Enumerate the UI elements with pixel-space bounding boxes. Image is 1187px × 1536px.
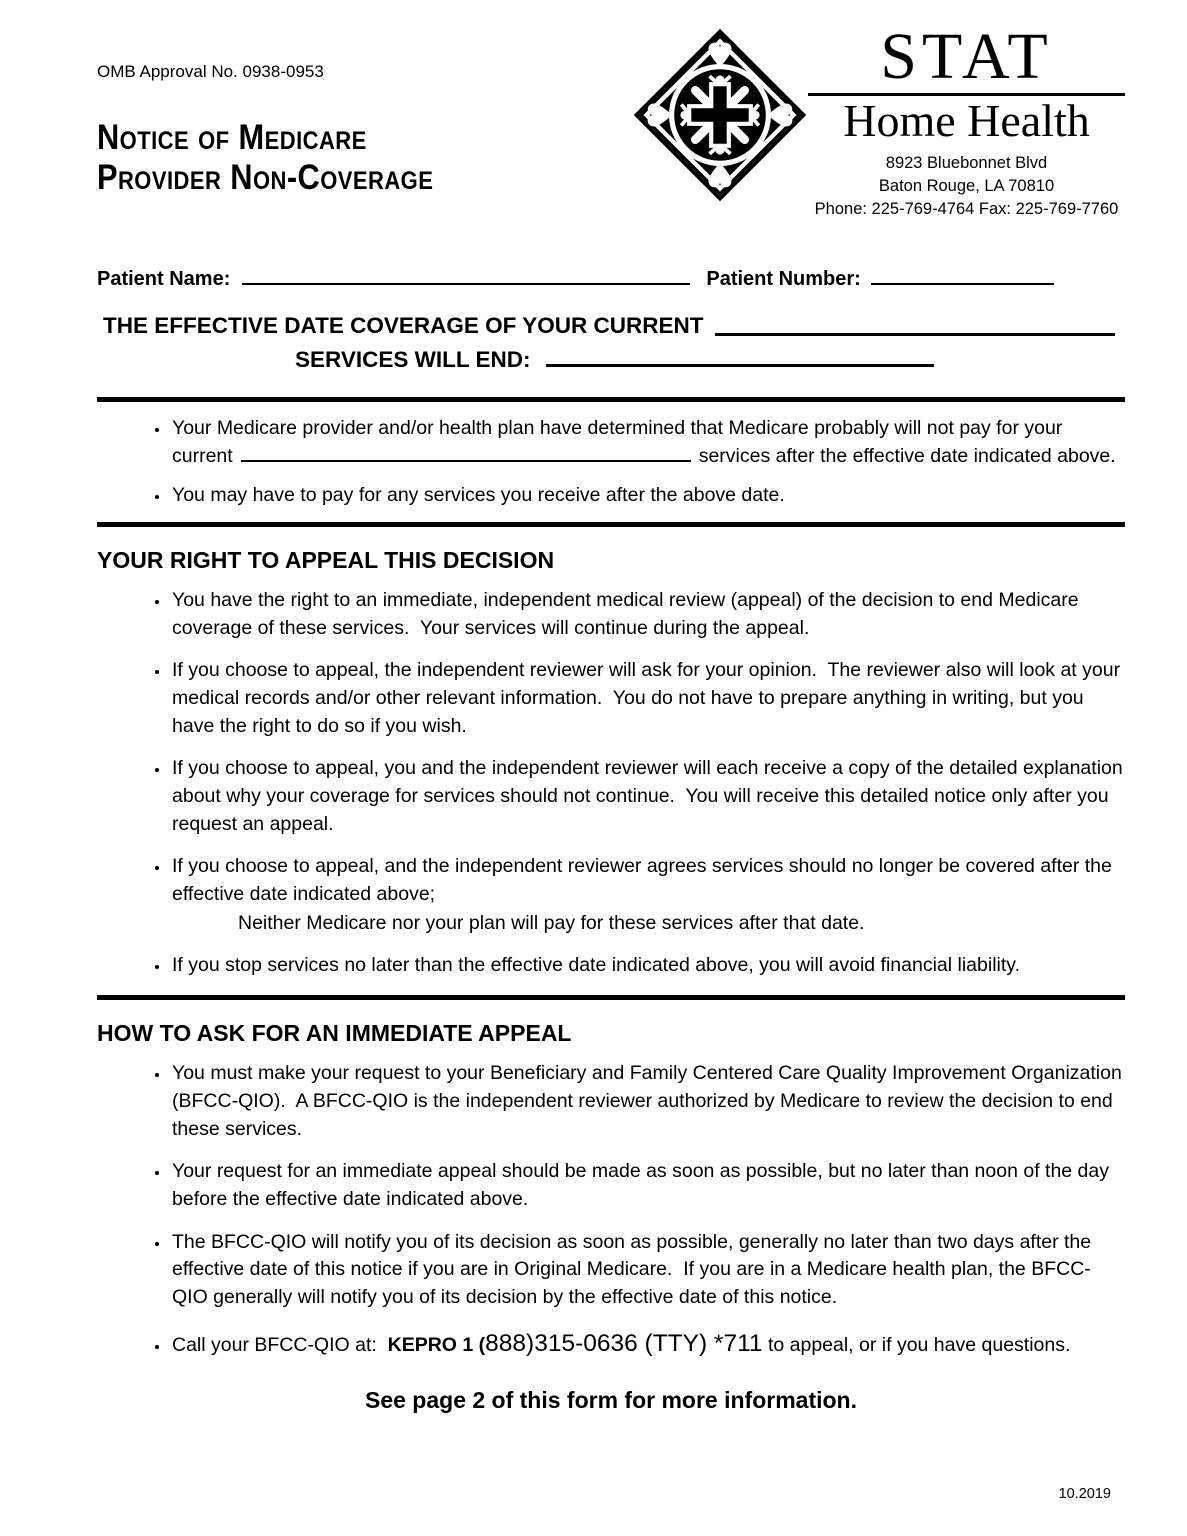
list-item: • You may have to pay for any services you receive after the above date. [170, 482, 1125, 510]
appeal-rights-list [97, 587, 1129, 980]
company-phone-fax: Phone: 225-769-4764 Fax: 225-769-7760 [814, 200, 1119, 219]
company-address-line2: Baton Rouge, LA 70810 [878, 177, 1055, 196]
immediate-appeal-heading: HOW TO ASK FOR AN IMMEDIATE APPEAL [97, 1020, 572, 1047]
section-divider [97, 522, 1125, 527]
patient-number-blank[interactable] [871, 283, 1054, 285]
kepro-phone-number: 888)315-0636 (TTY) *711 [485, 1329, 763, 1357]
patient-name-label: Patient Name: [97, 267, 231, 290]
omb-approval-text: OMB Approval No. 0938-0953 [97, 62, 324, 81]
immediate-appeal-list [97, 1060, 1128, 1361]
company-address-line1: 8923 Bluebonnet Blvd [885, 153, 1048, 172]
section-divider [97, 995, 1125, 1000]
patient-number-label: Patient Number: [706, 267, 861, 290]
appeal-bullet4-text: If you choose to appeal, and the independent reviewer agrees services should no longer be covered after the effective date indicated above; [172, 855, 1118, 906]
company-subname: Home Health [843, 94, 1090, 146]
list-item: • If you stop services no later than the effective date indicated above, you will avoid financial liability. [170, 952, 1125, 980]
effective-date-blank-2[interactable] [546, 364, 934, 367]
list-item [170, 1327, 1125, 1362]
effective-date-line1 [103, 313, 1125, 339]
current-services-blank[interactable] [241, 460, 691, 462]
stat-logo-diamond-icon [632, 26, 808, 204]
form-title-line-1: Notice of Medicare [97, 118, 367, 157]
form-title-line-2: Provider Non-Coverage [97, 157, 434, 197]
list-item [170, 853, 1125, 937]
company-address [808, 152, 1125, 222]
logo-text-column [808, 20, 1125, 222]
intro-bullet1-before: Your Medicare provider and/or health plan have determined that Medicare probably will not pay for your current [172, 416, 1068, 467]
effective-date-text-1: THE EFFECTIVE DATE COVERAGE OF YOUR CURRENT [103, 312, 704, 338]
intro-bullet1-after: services after the effective date indicated above. [698, 444, 1116, 467]
list-item: • The BFCC-QIO will notify you of its decision as soon as possible, generally no later than two days after the effective date of this notice if you are in Original Medicare. If you are in a Medicare health plan, the BFCC-QIO generally will notify you of its decision by the effective date of this notice. [170, 1229, 1125, 1312]
see-page-2-note: See page 2 of this form for more information. [364, 1387, 857, 1414]
appeal-rights-heading: YOUR RIGHT TO APPEAL THIS DECISION [97, 546, 555, 573]
list-item: • If you choose to appeal, you and the independent reviewer will each receive a copy of the detailed explanation about why your coverage for services should not continue. You will receive this detailed notice only after you request an appeal. [170, 755, 1125, 838]
effective-date-text-2: SERVICES WILL END: [295, 346, 531, 372]
patient-info-row [97, 268, 1125, 291]
section-divider [97, 397, 1125, 402]
list-item: • Your request for an immediate appeal should be made as soon as possible, but no later than noon of the day before the effective date indicated above. [170, 1158, 1125, 1213]
bfcc-qio-call-prefix: Call your BFCC-QIO at: [172, 1333, 388, 1356]
list-item: • If you choose to appeal, the independent reviewer will ask for your opinion. The reviewer also will look at your medical records and/or other relevant information. You do not have to prepare anything in writing, but you have the right to do so if you wish. [170, 657, 1125, 740]
list-item: • You have the right to an immediate, independent medical review (appeal) of the decision to end Medicare coverage of these services. Your services will continue during the appeal. [170, 587, 1125, 642]
company-logo [632, 20, 1125, 222]
form-revision-date: 10.2019 [1058, 1486, 1111, 1502]
list-item [170, 415, 1125, 470]
neither-pay-note: Neither Medicare nor your plan will pay for these services after that date. [238, 911, 865, 934]
bfcc-qio-call-suffix: to appeal, or if you have questions. [762, 1333, 1071, 1356]
form-header [97, 0, 1125, 222]
header-left [97, 26, 632, 222]
company-name: STAT [808, 26, 1125, 96]
effective-date-line2 [295, 347, 1125, 373]
effective-date-heading [97, 313, 1125, 373]
form-title [97, 118, 568, 198]
list-item: • You must make your request to your Beneficiary and Family Centered Care Quality Improvement Organization (BFCC-QIO). A BFCC-QIO is the independent reviewer authorized by Medicare to review the decision to end these services. [170, 1060, 1125, 1143]
patient-name-blank[interactable] [242, 283, 690, 285]
effective-date-blank-1[interactable] [715, 333, 1115, 336]
kepro-org-name: KEPRO 1 ( [387, 1333, 486, 1356]
intro-notice-list [97, 415, 1125, 510]
